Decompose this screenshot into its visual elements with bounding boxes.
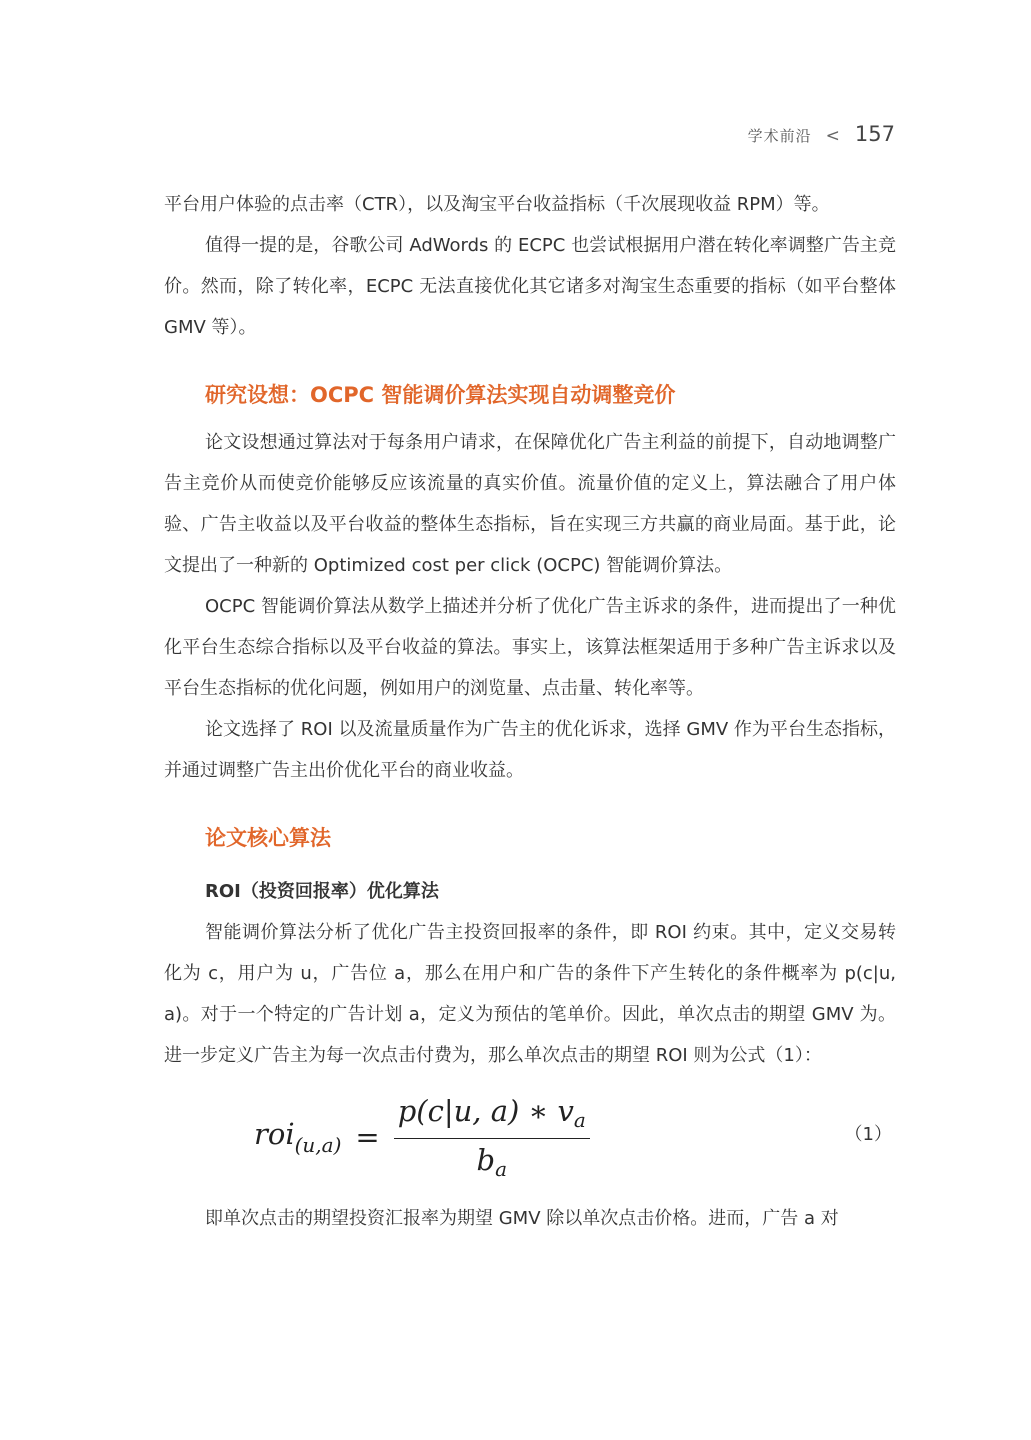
heading-research-idea: 研究设想：OCPC 智能调价算法实现自动调整竞价 bbox=[205, 383, 676, 407]
equation-number: （1） bbox=[844, 1124, 892, 1145]
heading-roi-algorithm: ROI（投资回报率）优化算法 bbox=[205, 881, 439, 902]
header-section-name: 学术前沿 bbox=[747, 127, 812, 145]
header-separator: < bbox=[825, 126, 841, 146]
roi-formula bbox=[254, 1076, 590, 1198]
formula-denominator: $b_a$ bbox=[476, 1142, 507, 1181]
paragraph-1: 平台用户体验的点击率（CTR），以及淘宝平台收益指标（千次展现收益 RPM）等。 bbox=[164, 194, 830, 215]
paragraph-2: 值得一提的是，谷歌公司 AdWords 的 ECPC 也尝试根据用户潜在转化率调整广告主竞价。然而，除了转化率，ECPC 无法直接优化其它诸多对淘宝生态重要的指标（如平台整体 GMV 等）。 bbox=[164, 235, 896, 338]
paragraph-7: 即单次点击的期望投资汇报率为期望 GMV 除以单次点击价格。进而，广告 a 对 bbox=[205, 1208, 839, 1229]
formula-block bbox=[164, 1076, 896, 1198]
paragraph-4: OCPC 智能调价算法从数学上描述并分析了优化广告主诉求的条件，进而提出了一种优化平台生态综合指标以及平台收益的算法。事实上，该算法框架适用于多种广告主诉求以及平台生态指标的优化问题，例如用户的浏览量、点击量、转化率等。 bbox=[164, 596, 896, 699]
paragraph-5: 论文选择了 ROI 以及流量质量作为广告主的优化诉求，选择 GMV 作为平台生态指标，并通过调整广告主出价优化平台的商业收益。 bbox=[164, 719, 896, 781]
page-number: 157 bbox=[854, 122, 895, 146]
heading-core-algorithm: 论文核心算法 bbox=[205, 826, 331, 850]
paragraph-3: 论文设想通过算法对于每条用户请求，在保障优化广告主利益的前提下，自动地调整广告主竞价从而使竞价能够反应该流量的真实价值。流量价值的定义上，算法融合了用户体验、广告主收益以及平台收益的整体生态指标，旨在实现三方共赢的商业局面。基于此，论文提出了一种新的 Optimized cost per click (OCPC) 智能调价算法。 bbox=[164, 432, 896, 576]
running-header bbox=[748, 122, 895, 146]
paragraph-6: 智能调价算法分析了优化广告主投资回报率的条件，即 ROI 约束。其中，定义交易转化为 c，用户为 u，广告位 a，那么在用户和广告的条件下产生转化的条件概率为 p(c|u, a)。对于一个特定的广告计划 a，定义为预估的笔单价。因此，单次点击的期望 GMV 为。进一步定义广告主为每一次点击付费为，那么单次点击的期望 ROI 则为公式（1）： bbox=[164, 922, 896, 1066]
page-content bbox=[164, 184, 896, 1239]
formula-fraction bbox=[394, 1094, 590, 1181]
formula-lhs: roi$_{(u,a)}$ bbox=[254, 1117, 342, 1157]
formula-equals: = bbox=[355, 1120, 380, 1154]
formula-numerator: p(c|u, a) ∗ $v_a$ bbox=[397, 1093, 586, 1132]
